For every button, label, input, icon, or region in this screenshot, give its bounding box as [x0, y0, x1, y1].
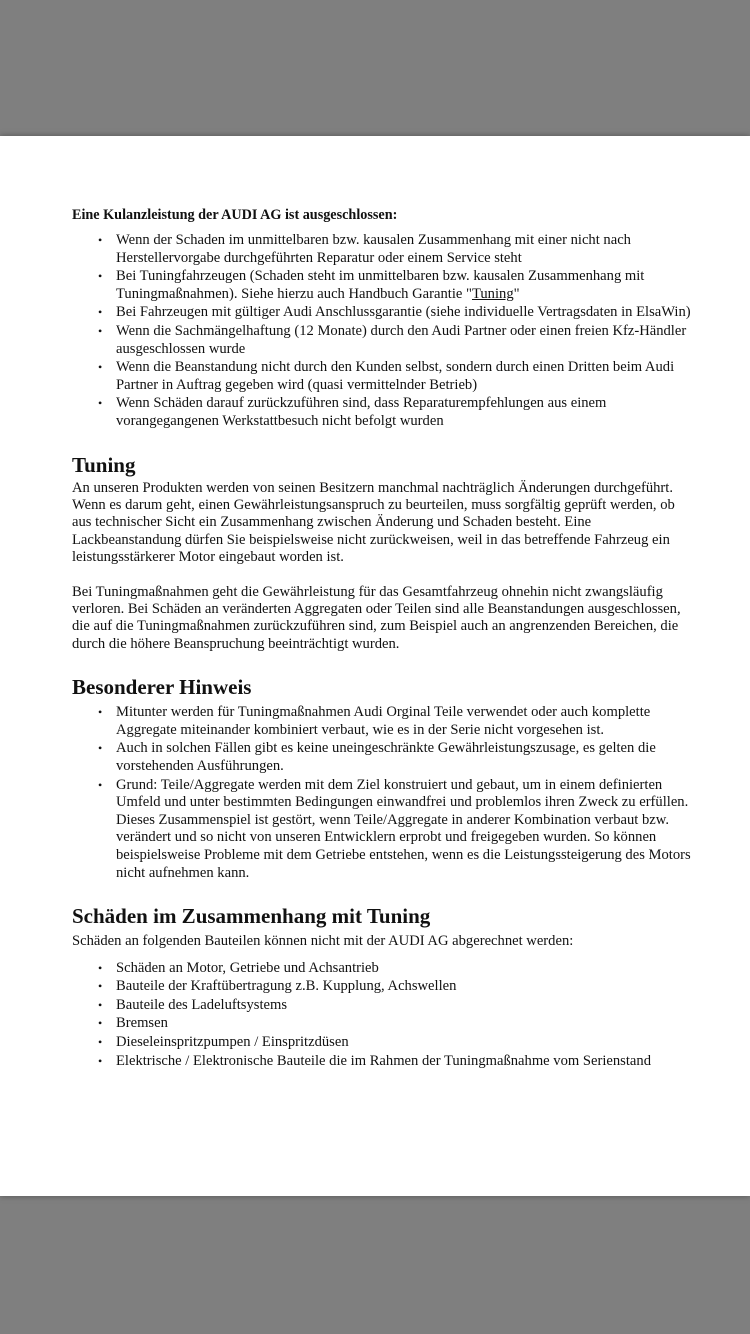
list-item: • Bremsen [98, 1015, 168, 1032]
list-item: • Schäden an Motor, Getriebe und Achsantrieb [98, 959, 379, 976]
tuning-paragraph-2: Bei Tuningmaßnahmen geht die Gewährleistung für das Gesamtfahrzeug ohnehin nicht zwangsläufig verloren. Bei Schäden an veränderten Aggregaten oder Teilen sind alle Beanstandungen ausgeschlossen, die auf die Tuningmaßnahmen zurückzuführen sind, zum Beispiel auch an angrenzenden Bereichen, die durch die höhere Beanspruchung beeinträchtigt wurden. [72, 583, 681, 652]
bullet-icon: • [98, 269, 103, 284]
list-item: • Auch in solchen Fällen gibt es keine uneingeschränkte Gewährleistungszusage, es gelten die vorstehenden Ausführungen. [98, 740, 656, 774]
list-item: • Elektrische / Elektronische Bauteile die im Rahmen der Tuningmaßnahme vom Serienstand [98, 1052, 651, 1069]
list-item: • Wenn die Beanstandung nicht durch den Kunden selbst, sondern durch einen Dritten beim Audi Partner in Auftrag gegeben wird (quasi vermittelnder Betrieb) [98, 359, 675, 393]
bullet-icon: • [98, 360, 103, 375]
tuning-heading: Tuning [72, 452, 136, 477]
exclusions-list [72, 232, 692, 431]
bullet-icon: • [98, 960, 103, 975]
list-item: • Bauteile des Ladeluftsystems [98, 996, 288, 1013]
tuning-link[interactable]: Tuning [471, 285, 514, 302]
bullet-icon: • [98, 396, 103, 411]
document-content [72, 207, 692, 1071]
list-item: • Mitunter werden für Tuningmaßnahmen Audi Orginal Teile verwendet oder auch komplette Aggregate miteinander kombiniert verbaut, wie es in der Serie nicht vorgesehen ist. [98, 704, 651, 738]
bullet-icon: • [98, 705, 103, 720]
list-item: • Wenn Schäden darauf zurückzuführen sind, dass Reparaturempfehlungen aus einem vorangegangenen Werkstattbesuch nicht befolgt wurden [98, 395, 607, 429]
damages-list [72, 960, 692, 1071]
bullet-icon: • [98, 1053, 103, 1068]
bullet-icon: • [98, 1034, 103, 1049]
list-item: • Bauteile der Kraftübertragung z.B. Kupplung, Achswellen [98, 978, 457, 995]
bullet-icon: • [98, 979, 103, 994]
notice-list [72, 704, 692, 882]
list-item: • Wenn der Schaden im unmittelbaren bzw. kausalen Zusammenhang mit einer nicht nach Herstellervorgabe durchgeführten Reparatur oder einem Service steht [98, 232, 631, 266]
notice-heading: Besonderer Hinweis [72, 675, 252, 700]
list-item: • Bei Tuningfahrzeugen (Schaden steht im unmittelbaren bzw. kausalen Zusammenhang mit Tuningmaßnahmen). Siehe hierzu auch Handbuch Garantie "Tuning" [98, 268, 645, 302]
bullet-icon: • [98, 233, 103, 247]
exclusions-heading: Eine Kulanzleistung der AUDI AG ist ausgeschlossen: [72, 207, 398, 223]
list-item: • Dieseleinspritzpumpen / Einspritzdüsen [98, 1033, 349, 1050]
list-item: • Grund: Teile/Aggregate werden mit dem Ziel konstruiert und gebaut, um in einem definierten Umfeld und unter bestimmten Bedingungen einwandfrei und problemlos ihren Zweck zu erfüllen. Dieses Zusammenspiel ist gestört, wenn Teile/Aggregate in anderer Kombination verbaut bzw. verändert und so nicht von unseren Entwicklern erprobt und freigegeben wurden. So können beispielsweise Probleme mit dem Getriebe entstehen, wenn es die Leistungssteigerung des Motors nicht aufnehmen kann. [98, 776, 691, 881]
bullet-icon: • [98, 1016, 103, 1031]
list-item: • Bei Fahrzeugen mit gültiger Audi Anschlussgarantie (siehe individuelle Vertragsdaten in ElsaWin) [98, 304, 691, 321]
bullet-icon: • [98, 305, 103, 320]
tuning-paragraph-1: An unseren Produkten werden von seinen Besitzern manchmal nachträglich Änderungen durchgeführt. Wenn es darum geht, einen Gewährleistungsanspruch zu beurteilen, muss sorgfältig geprüft werden, ob aus technischer Sicht ein Zusammenhang zwischen Änderung und Schaden besteht. Eine Lackbeanstandung dürfen Sie beispielsweise nicht zurückweisen, weil in das betreffende Fahrzeug ein leistungsstärkerer Motor eingebaut worden ist. [72, 479, 675, 566]
damages-intro: Schäden an folgenden Bauteilen können nicht mit der AUDI AG abgerechnet werden: [72, 933, 574, 950]
bullet-icon: • [98, 777, 103, 792]
bullet-icon: • [98, 323, 103, 338]
damages-heading: Schäden im Zusammenhang mit Tuning [72, 904, 431, 929]
bullet-icon: • [98, 997, 103, 1012]
bullet-icon: • [98, 741, 103, 756]
list-item: • Wenn die Sachmängelhaftung (12 Monate) durch den Audi Partner oder einen freien Kfz-Händler ausgeschlossen wurde [98, 322, 687, 357]
